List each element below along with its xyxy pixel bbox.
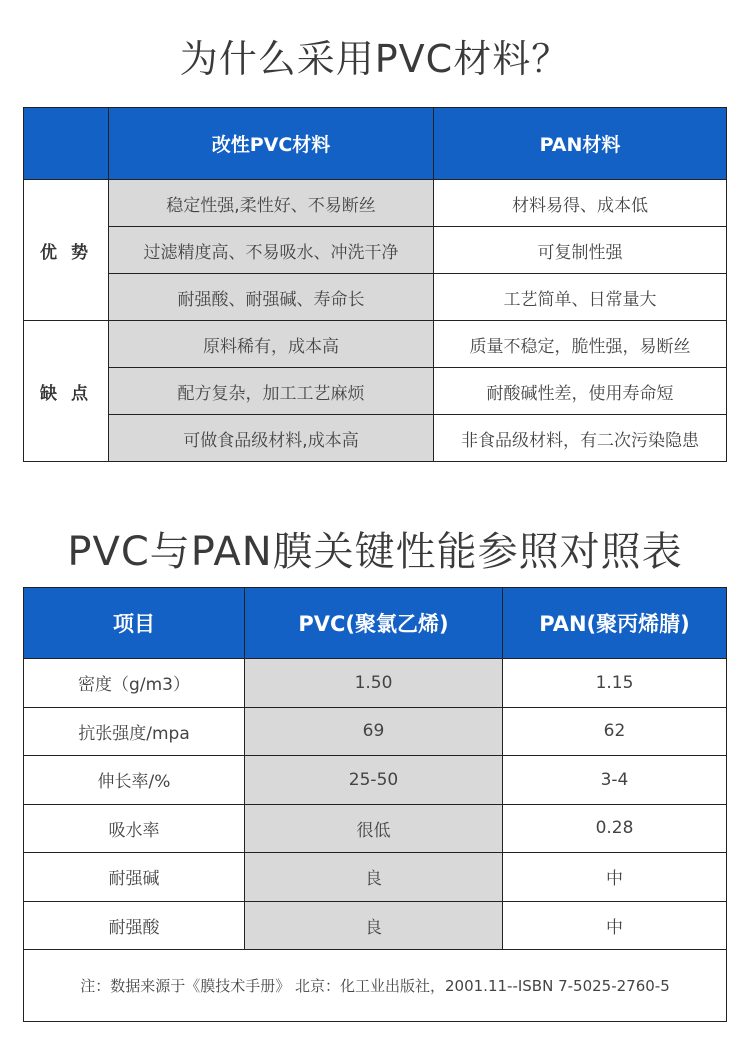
pan-value-cell: 中 <box>503 901 727 950</box>
header-cell-empty <box>24 108 109 180</box>
pvc-cell: 过滤精度高、不易吸水、冲洗干净 <box>109 227 434 274</box>
source-note: 注：数据来源于《膜技术手册》 北京：化工业出版社，2001.11--ISBN 7-5025-2760-5 <box>24 950 727 1022</box>
pan-cell: 工艺简单、日常量大 <box>434 274 727 321</box>
section2-title: PVC与PAN膜关键性能参照对照表 <box>67 529 683 575</box>
table-row <box>24 901 727 950</box>
table-row <box>24 853 727 902</box>
table-row <box>24 368 727 415</box>
membrane-properties-table <box>23 587 727 1022</box>
property-cell: 伸长率/% <box>24 756 245 805</box>
table-header-row <box>24 108 727 180</box>
group-label-disadvantages: 缺 点 <box>24 321 109 462</box>
pvc-value-cell: 69 <box>245 707 503 756</box>
header-cell-pan: PAN材料 <box>434 108 727 180</box>
pvc-value-cell: 很低 <box>245 804 503 853</box>
pan-cell: 材料易得、成本低 <box>434 180 727 227</box>
table-row <box>24 227 727 274</box>
pvc-value-cell: 1.50 <box>245 659 503 708</box>
pan-cell: 耐酸碱性差，使用寿命短 <box>434 368 727 415</box>
table-row <box>24 756 727 805</box>
pan-cell: 非食品级材料，有二次污染隐患 <box>434 415 727 462</box>
header-cell-item: 项目 <box>24 588 245 659</box>
pan-cell: 可复制性强 <box>434 227 727 274</box>
table-row <box>24 415 727 462</box>
table-row <box>24 180 727 227</box>
table-row <box>24 274 727 321</box>
group-label-advantages: 优 势 <box>24 180 109 321</box>
pan-value-cell: 中 <box>503 853 727 902</box>
pvc-cell: 可做食品级材料,成本高 <box>109 415 434 462</box>
pan-value-cell: 3-4 <box>503 756 727 805</box>
pvc-cell: 原料稀有，成本高 <box>109 321 434 368</box>
table-row <box>24 321 727 368</box>
pvc-cell: 耐强酸、耐强碱、寿命长 <box>109 274 434 321</box>
pan-value-cell: 1.15 <box>503 659 727 708</box>
pan-value-cell: 0.28 <box>503 804 727 853</box>
pan-cell: 质量不稳定，脆性强，易断丝 <box>434 321 727 368</box>
section1-title: 为什么采用PVC材料？ <box>179 37 571 81</box>
pvc-value-cell: 良 <box>245 901 503 950</box>
header-cell-pan: PAN(聚丙烯腈) <box>503 588 727 659</box>
pvc-value-cell: 25-50 <box>245 756 503 805</box>
pan-value-cell: 62 <box>503 707 727 756</box>
property-cell: 耐强酸 <box>24 901 245 950</box>
pvc-vs-pan-advantages-table <box>23 107 727 462</box>
table-row <box>24 804 727 853</box>
table-row <box>24 659 727 708</box>
header-cell-pvc: PVC(聚氯乙烯) <box>245 588 503 659</box>
property-cell: 耐强碱 <box>24 853 245 902</box>
table-note-row <box>24 950 727 1022</box>
pvc-value-cell: 良 <box>245 853 503 902</box>
property-cell: 密度（g/m3） <box>24 659 245 708</box>
property-cell: 吸水率 <box>24 804 245 853</box>
table-row <box>24 707 727 756</box>
property-cell: 抗张强度/mpa <box>24 707 245 756</box>
pvc-cell: 稳定性强,柔性好、不易断丝 <box>109 180 434 227</box>
header-cell-pvc: 改性PVC材料 <box>109 108 434 180</box>
pvc-cell: 配方复杂，加工工艺麻烦 <box>109 368 434 415</box>
table-header-row <box>24 588 727 659</box>
